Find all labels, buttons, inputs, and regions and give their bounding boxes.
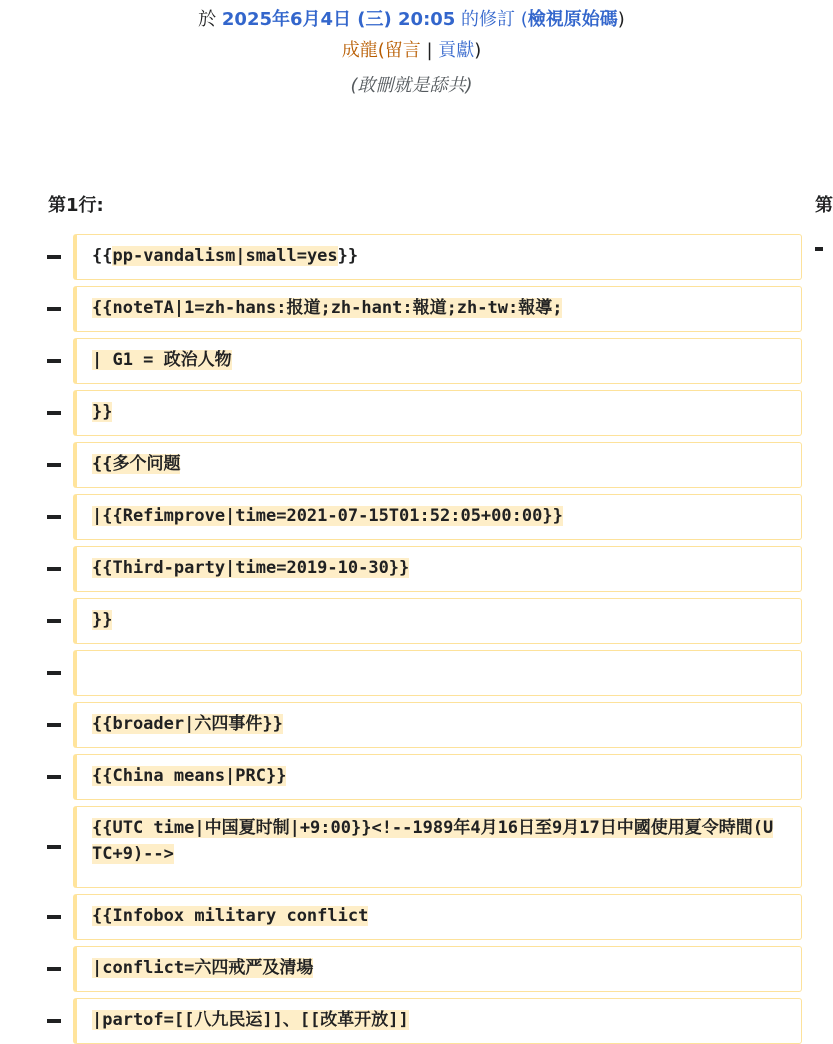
diff-row (0, 806, 823, 888)
deleted-line-marker (47, 1019, 61, 1023)
diff-row (0, 754, 823, 800)
deleted-text-highlight: {{UTC time|中国夏时制|+9:00}}<!--1989年4月16日至9月17日中國使用夏令時間(UTC+9)--> (92, 818, 774, 864)
revision-date-link[interactable]: 2025年6月4日 (三) 20:05 (221, 9, 456, 30)
diff-row (0, 234, 823, 280)
edit-summary: (敢刪就是舔共) (350, 75, 473, 96)
diff-row (0, 546, 823, 592)
deleted-line-text (92, 555, 782, 581)
deleted-text-highlight: pp-vandalism|small=yes (112, 246, 338, 266)
deleted-line-text (92, 763, 782, 789)
deleted-line-cell (73, 806, 802, 888)
deleted-text-highlight: |conflict=六四戒严及清場 (92, 958, 314, 978)
deleted-line-marker (47, 359, 61, 363)
view-source-link[interactable]: 檢視原始碼 (527, 9, 618, 30)
deleted-line-cell (73, 286, 802, 332)
deleted-line-cell (73, 650, 802, 696)
deleted-line-marker (47, 463, 61, 467)
diff-row (0, 390, 823, 436)
deleted-line-cell (73, 894, 802, 940)
deleted-text-highlight: }} (92, 402, 113, 422)
open-paren: ( (377, 40, 385, 61)
deleted-line-marker (47, 307, 61, 311)
deleted-line-marker (47, 619, 61, 623)
diff-row (0, 998, 823, 1044)
deleted-line-text (92, 815, 782, 867)
deleted-text-highlight: {{多个问题 (92, 454, 181, 474)
revision-prefix: 於 (198, 9, 222, 30)
revision-user-line (0, 38, 823, 64)
contribs-link[interactable]: 貢獻 (438, 40, 475, 61)
diff-row (0, 286, 823, 332)
diff-row (0, 494, 823, 540)
deleted-line-cell (73, 702, 802, 748)
deleted-line-cell (73, 338, 802, 384)
deleted-line-marker (47, 411, 61, 415)
diff-row (0, 702, 823, 748)
deleted-text-highlight: {{broader|六四事件}} (92, 714, 283, 734)
deleted-line-marker (47, 515, 61, 519)
deleted-text-highlight: {{Third-party|time=2019-10-30}} (92, 558, 410, 578)
deleted-text-highlight: | G1 = 政治人物 (92, 350, 232, 370)
deleted-line-text (92, 399, 782, 425)
deleted-text-highlight: }} (92, 610, 113, 630)
close-paren: ) (474, 40, 482, 61)
deleted-line-text (92, 347, 782, 373)
line-suffix: }} (337, 246, 359, 266)
right-column-edge-text: 第 (815, 195, 833, 216)
diff-row (0, 338, 823, 384)
deleted-line-text (92, 903, 782, 929)
line-prefix: {{ (92, 246, 113, 266)
deleted-line-marker (47, 255, 61, 259)
deleted-text-highlight: {{noteTA|1=zh-hans:报道;zh-hant:報道;zh-tw:報導; (92, 298, 563, 318)
deleted-line-cell (73, 442, 802, 488)
deleted-line-marker (47, 671, 61, 675)
deleted-line-cell (73, 946, 802, 992)
deleted-line-marker (47, 915, 61, 919)
talk-link[interactable]: 留言 (384, 40, 421, 61)
deleted-line-text (92, 711, 782, 737)
revision-mid-text: 的修訂 ( (455, 9, 528, 30)
revision-suffix: ) (617, 9, 625, 30)
deleted-line-marker (47, 845, 61, 849)
deleted-text-highlight: |partof=[[八九民运]]、[[改革开放]] (92, 1010, 409, 1030)
diff-row (0, 894, 823, 940)
deleted-line-cell (73, 234, 802, 280)
deleted-line-text (92, 607, 782, 633)
diff-row (0, 946, 823, 992)
deleted-line-cell (73, 494, 802, 540)
deleted-line-marker (47, 967, 61, 971)
deleted-line-marker (47, 567, 61, 571)
deleted-line-cell (73, 546, 802, 592)
deleted-line-cell (73, 754, 802, 800)
deleted-line-cell (73, 598, 802, 644)
diff-row (0, 442, 823, 488)
diff-row (0, 598, 823, 644)
deleted-text-highlight: {{China means|PRC}} (92, 766, 287, 786)
deleted-line-text (92, 243, 782, 269)
deleted-line-marker (47, 723, 61, 727)
revision-title (0, 7, 823, 33)
separator: | (420, 40, 439, 61)
deleted-line-cell (73, 998, 802, 1044)
deleted-line-text (92, 1007, 782, 1033)
user-link[interactable]: 成龍 (341, 40, 378, 61)
deleted-line-text (92, 451, 782, 477)
deleted-text-highlight: |{{Refimprove|time=2021-07-15T01:52:05+00:00}} (92, 506, 563, 526)
diff-line-number: 第1行: (48, 195, 104, 216)
deleted-line-marker (47, 775, 61, 779)
deleted-line-cell (73, 390, 802, 436)
deleted-line-text (92, 955, 782, 981)
deleted-line-text (92, 295, 782, 321)
deleted-text-highlight: {{Infobox military conflict (92, 906, 369, 926)
deleted-line-text (92, 503, 782, 529)
diff-row (0, 650, 823, 696)
